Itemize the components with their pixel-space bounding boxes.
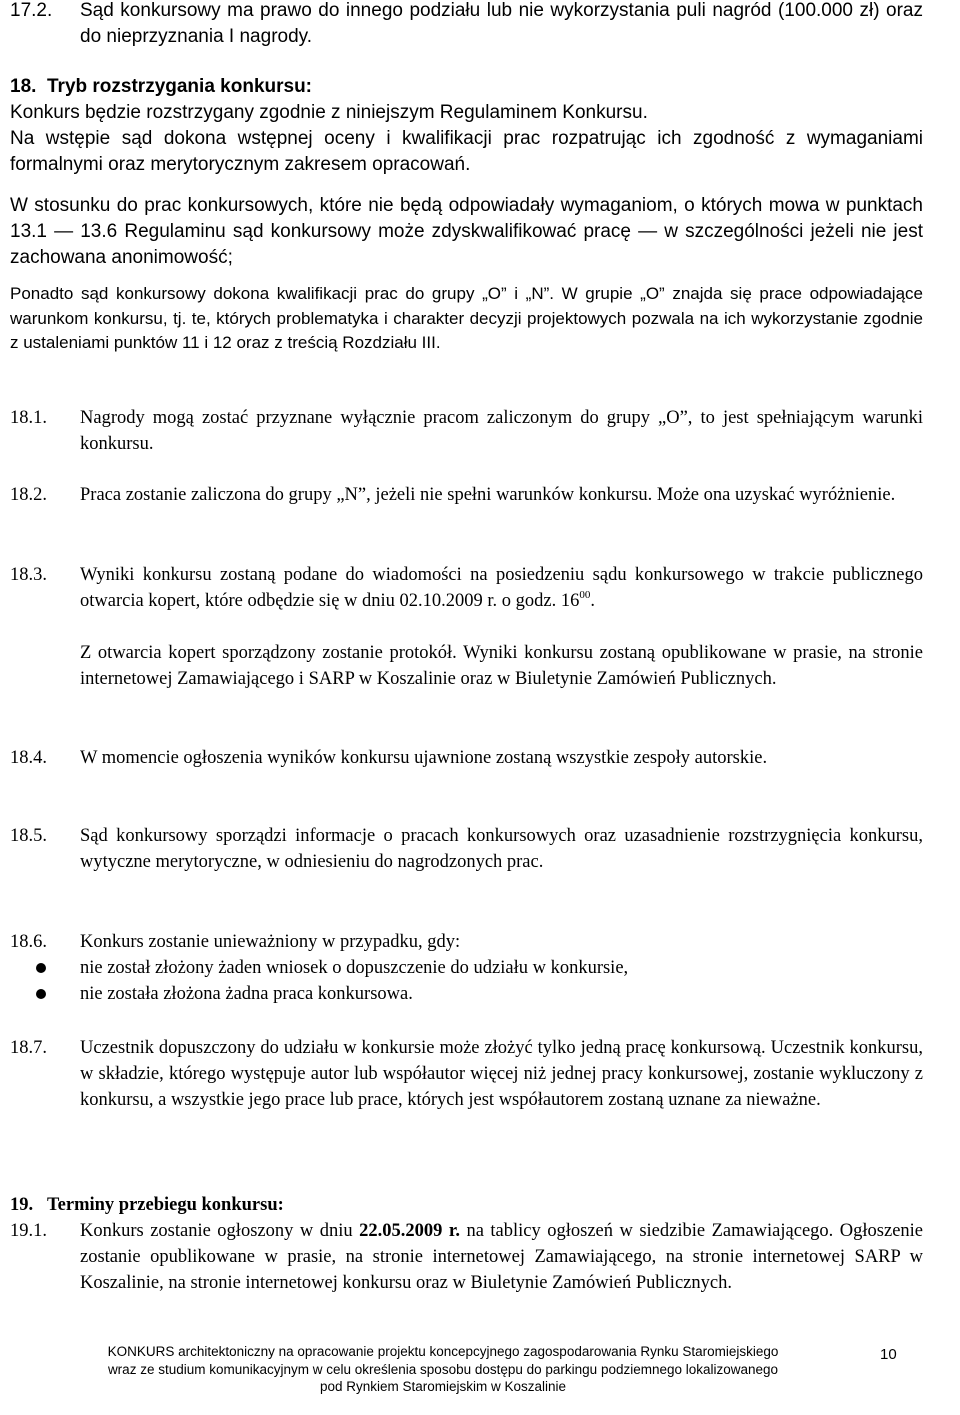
paragraph-18-3-protocol: Z otwarcia kopert sporządzony zostanie protokół. Wyniki konkursu zostaną opublikowane w prasie, na stronie internetowej Zamawiającego i SARP w Koszalinie oraz w Biuletynie Zamówień Publicznych. <box>80 643 923 689</box>
page-number: 10 <box>880 1346 897 1363</box>
paragraph-18-3 <box>80 562 923 614</box>
paragraph-17-2: Sąd konkursowy ma prawo do innego podziału lub nie wykorzystania puli nagród (100.000 zł) oraz do nieprzyznania I nagrody. <box>80 0 923 47</box>
section-number: 18.2. <box>10 485 47 505</box>
paragraph-18-1: Nagrody mogą zostać przyznane wyłącznie pracom zaliczonym do grupy „O”, to jest spełniającym warunki konkursu. <box>80 408 923 454</box>
paragraph-18-3-text: Wyniki konkursu zostaną podane do wiadomości na posiedzeniu sądu konkursowego w trakcie publicznego otwarcia kopert, które odbędzie się w dniu 02.10.2009 r. o godz. 16 <box>80 565 923 611</box>
footer-line: KONKURS architektoniczny na opracowanie projektu koncepcyjnego zagospodarowania Rynku Staromiejskiego <box>107 1344 779 1359</box>
paragraph-18-p2: W stosunku do prac konkursowych, które nie będą odpowiadały wymaganiom, o których mowa w punktach 13.1 — 13.6 Regulaminu sąd konkursowy może zdyskwalifikować pracę — w szczególności jeżeli nie jest zachowana anonimowość; <box>10 195 923 268</box>
section-number: 18.1. <box>10 408 47 428</box>
section-number: 19.1. <box>10 1221 47 1241</box>
paragraph-18-6: Konkurs zostanie unieważniony w przypadku, gdy: <box>80 932 461 952</box>
page-footer <box>58 1343 828 1396</box>
section-heading-18: Tryb rozstrzygania konkursu: <box>47 76 313 97</box>
section-number: 18. <box>10 76 37 97</box>
paragraph-19-1 <box>80 1218 923 1296</box>
footer-line: pod Rynkiem Staromiejskim w Koszalinie <box>319 1379 567 1394</box>
section-number: 18.5. <box>10 826 47 846</box>
section-number: 18.4. <box>10 748 47 768</box>
paragraph-18-p3: Ponadto sąd konkursowy dokona kwalifikacji prac do grupy „O” i „N”. W grupie „O” znajda się prace odpowiadające warunkom konkursu, tj. te, których problematyka i charakter decyzji projektowych pozwala na ich wykorzystanie zgodnie z ustaleniami punktów 11 i 12 oraz z treścią Rozdziału III. <box>10 284 923 352</box>
paragraph-18-7: Uczestnik dopuszczony do udziału w konkursie może złożyć tylko jedną pracę konkursową. Uczestnik konkursu, w składzie, którego występuje autor lub współautor więcej niż jednej pracy konkursowej, zostanie wykluczony z konkursu, a wszystkie jego prace lub prace, których jest współautorem zostaną uznane za nieważne. <box>80 1038 923 1110</box>
paragraph-18-intro: Konkurs będzie rozstrzygany zgodnie z niniejszym Regulaminem Konkursu. <box>10 102 648 123</box>
section-number: 18.7. <box>10 1038 47 1058</box>
time-superscript: 00 <box>579 589 591 601</box>
announcement-date: 22.05.2009 r. <box>359 1221 460 1241</box>
bullet-icon <box>36 963 46 973</box>
paragraph-18-p1: Na wstępie sąd dokona wstępnej oceny i kwalifikacji prac rozpatrując ich zgodność z wymaganiami formalnymi oraz merytorycznym zakresem opracowań. <box>10 128 923 175</box>
list-item: nie została złożona żadna praca konkursowa. <box>80 984 413 1004</box>
paragraph-18-4: W momencie ogłoszenia wyników konkursu ujawnione zostaną wszystkie zespoły autorskie. <box>80 748 768 768</box>
section-number: 19. <box>10 1195 34 1215</box>
section-number: 18.3. <box>10 565 47 585</box>
paragraph-18-2: Praca zostanie zaliczona do grupy „N”, jeżeli nie spełni warunków konkursu. Może ona uzyskać wyróżnienie. <box>80 485 896 505</box>
section-heading-19: Terminy przebiegu konkursu: <box>47 1195 284 1215</box>
bullet-icon <box>36 989 46 999</box>
list-item: nie został złożony żaden wniosek o dopuszczenie do udziału w konkursie, <box>80 958 629 978</box>
paragraph-19-1-text-cont: na tablicy ogłoszeń w siedzibie Zamawiającego. Ogłoszenie zostanie opublikowane w prasie, na stronie internetowej Zamawiającego, na stronie internetowej SARP w Koszalinie, na stronie internetowej konkursu oraz w Biuletynie Zamówień Publicznych. <box>80 1221 924 1293</box>
section-number: 17.2. <box>10 0 53 21</box>
section-number: 18.6. <box>10 932 47 952</box>
paragraph-18-5: Sąd konkursowy sporządzi informacje o pracach konkursowych oraz uzasadnienie rozstrzygnięcia konkursu, wytyczne merytoryczne, w odniesieniu do nagrodzonych prac. <box>80 826 923 872</box>
footer-line: wraz ze studium komunikacyjnym w celu określenia sposobu dostępu do parkingu podziemnego lokalizowanego <box>107 1361 779 1377</box>
paragraph-18-3-period: . <box>590 591 596 611</box>
paragraph-19-1-text: Konkurs zostanie ogłoszony w dniu <box>80 1221 360 1241</box>
